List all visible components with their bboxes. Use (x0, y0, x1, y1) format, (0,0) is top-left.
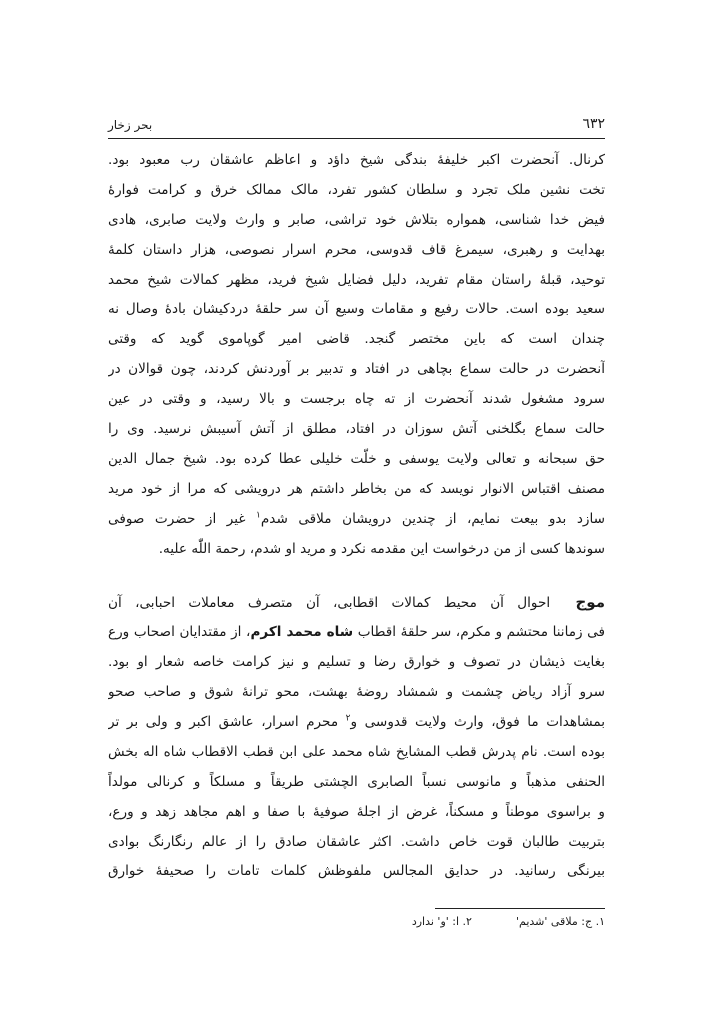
text-line: و براسوی موطناً و مسکناً، غرض از اجلهٔ صوفیهٔ با صفا و اهم مجاهد زهد و ورع، (108, 803, 605, 820)
text-line: حق سبحانه و تعالی ولایت یوسفی و خلّت خلیلی عطا کرده بود. شیخ جمال الدین (108, 450, 605, 467)
text-line: مصنف اقتباس الانوار نویسد که من بخاطر داشتم هر درویشی که مرا از خود مرید (108, 480, 605, 497)
text-line: تخت نشین ملک تجرد و سلطان کشور تفرد، مالک ممالک خرق و کرامت فوارهٔ (108, 181, 605, 198)
text-line: بتربیت طالبان قوت خاص داشت. اکثر عاشقان صادق را از عالم رنگارنگ بوادی (108, 833, 605, 850)
text-line: بغایت ذیشان در تصوف و خوارق رضا و تسلیم و نیز کرامت خاصه شعار او بود. (108, 654, 605, 671)
body-text (108, 146, 605, 887)
text-line: توحید، قبلهٔ راستان مقام تفرید، دلیل فضایل شیخ فرید، مظهر کمالات شیخ محمد (108, 271, 605, 288)
bold-name: شاه محمد اکرم (250, 624, 354, 641)
text-line: سوندها کسی از من درخواست این مقدمه نکرد و مرید او شدم، رحمة اللّٰه علیه. (158, 540, 605, 557)
text-line (108, 708, 605, 738)
footnote-2: ٢. ا: 'و' ندارد (411, 915, 472, 928)
text-line (108, 618, 605, 648)
text-line: بیرنگی رسانید. در حدایق المجالس ملفوظش کلمات تامات را صحیفهٔ خوارق (108, 863, 605, 880)
text-segment: بمشاهدات ما فوق، وارث ولایت قدوسی و (350, 714, 605, 731)
text-segment: احوال آن محیط کمالات اقطابی، آن متصرف معاملات احبابی، آن (108, 595, 551, 612)
text-line (108, 505, 605, 535)
running-title: بحر زخار (108, 118, 153, 132)
footnote-mark-2: ٢ (345, 713, 351, 724)
text-line: چندان است که باین مختصر گنجد. قاضی امیر گوپاموی گوید که وقتی (108, 331, 605, 348)
text-line (108, 588, 605, 618)
text-line: سرود مشغول شدند آنحضرت از ته چاه برجست و بالا رسید، و وقتی در عین (108, 391, 605, 408)
text-segment: سازد بدو بیعت نمایم، از چندین درویشان ملاقی شدم (260, 510, 605, 527)
text-line: آنحضرت در حالت سماع بچاهی در افتاد و تدبیر بر آوردنش کردند، چون قوالان در (108, 361, 605, 378)
text-line: کرنال. آنحضرت اکبر خلیفهٔ بندگی شیخ داؤد و اعاظم عاشقان رب معبود بود. (108, 152, 605, 168)
text-segment: محرم اسرار، عاشق اکبر و ولی بر تر (108, 714, 339, 731)
text-line: الحنفی مذهباً و مانوسی نسباً الصابری الچشتی طریقاً و مسلکاً و کرنالی مولداً (108, 773, 605, 790)
text-segment: فی زماننا محتشم و مکرم، سر حلقهٔ اقطاب (357, 624, 605, 641)
text-line: فیض خدا شناسی، همواره بتلاش خود تراشی، صابر و وارث ولایت صابری، هادی (108, 211, 605, 228)
text-segment: غیر از حضرت صوفی (108, 510, 246, 527)
footnotes (412, 915, 605, 928)
text-line: بهدایت و رهبری، سیمرغ قاف قدوسی، محرم اسرار نصوصی، هزار داستان کلمهٔ (108, 241, 605, 258)
text-line: سعید بوده است. حالات رفیع و مقامات وسیع آن سر حلقهٔ دردکیشان بادهٔ وصال نه (108, 301, 605, 318)
page-header (108, 112, 605, 132)
header-rule (108, 138, 605, 139)
footnote-1: ١. ج: ملاقی 'شدیم' (515, 915, 605, 928)
section-lead-word: موج (575, 593, 605, 612)
text-line: سرو آزاد ریاض چشمت و شمشاد روضهٔ بهشت، محو ترانهٔ شوق و صاحب صحو (108, 684, 605, 701)
text-segment: ، از مقتدایان اصحاب ورع (108, 624, 251, 641)
text-line: حالت سماع بگلخنی آتش سوزان در افتاد، مطلق از آتش آسیبش نرسید. وی را (108, 421, 605, 438)
paragraph-gap (108, 564, 605, 588)
page-number: ٦٣٢ (582, 116, 605, 132)
text-line: بوده است. نام پدرش قطب المشایخ شاه محمد علی ابن قطب الاقطاب شاه اله بخش (108, 743, 605, 760)
footnote-mark-1: ١ (256, 510, 261, 521)
footnote-rule (435, 908, 605, 909)
